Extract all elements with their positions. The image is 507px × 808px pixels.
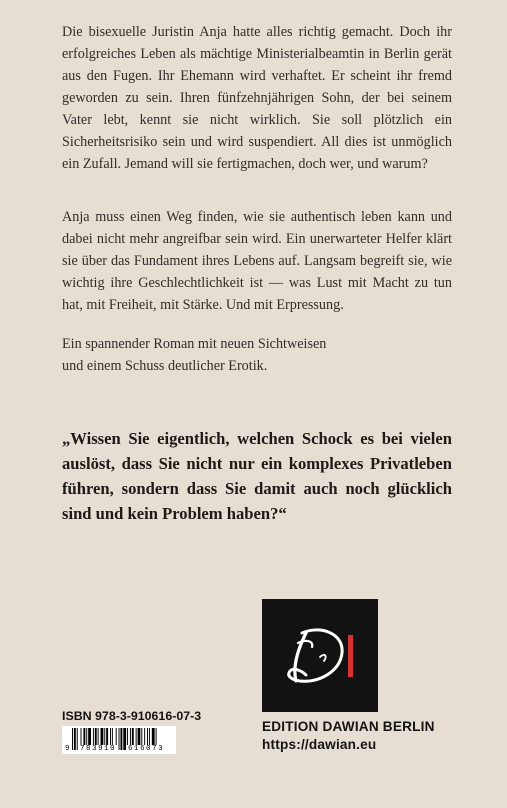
quote-text: „Wissen Sie eigentlich, welchen Schock es bei vielen auslöst, dass Sie nicht nur ein komplexes Privatleben führen, sondern dass Sie damit auch noch glücklich sind und kein Problem haben?“ <box>62 429 452 523</box>
blurb-paragraph-3-line-1: Ein spannender Roman mit neuen Sichtweisen <box>62 336 327 352</box>
blurb-paragraph-1: Die bisexuelle Juristin Anja hatte alles richtig gemacht. Doch ihr erfolgreiches Leben als mächtige Ministerialbeamtin in Berlin gerät aus den Fugen. Ihr Ehemann wird verhaftet. Er scheint ihr fremd geworden zu sein. Ihren fünfzehnjährigen Sohn, der bei seinem Vater lebt, kennt sie nicht wirklich. Sie soll plötzlich ein Sicherheitsrisiko sein und wird suspendiert. All dies ist unmöglich ein Zufall. Jemand will sie fertigmachen, doch wer, und warum? <box>62 24 452 172</box>
blurb-paragraph-3-line-2: und einem Schuss deutlicher Erotik. <box>62 358 268 374</box>
barcode-right-digits: 616073 <box>128 745 165 753</box>
publisher-name: EDITION DAWIAN BERLIN <box>262 719 435 734</box>
blurb-paragraph-2: Anja muss einen Weg finden, wie sie authentisch leben kann und dabei nicht mehr angreifbar sein wird. Ein unerwarteter Helfer klärt sie über das Fundament ihres Lebens auf. Langsam begreift sie, wie wichtig ihre Geschlechtlichkeit ist — was Lust mit Macht zu tun hat, mit Freiheit, mit Stärke. Und mit Erpressung. <box>62 209 452 313</box>
barcode-first-digit: 9 <box>65 745 70 753</box>
publisher-logo <box>262 599 378 712</box>
dawian-d-logo-icon <box>262 599 378 712</box>
isbn-label: ISBN 978-3-910616-07-3 <box>62 709 202 723</box>
barcode-digits <box>62 745 176 754</box>
publisher-url[interactable]: https://dawian.eu <box>262 737 377 752</box>
publisher-info <box>262 718 435 754</box>
isbn-barcode <box>62 726 176 754</box>
blurb-paragraph-3 <box>62 333 452 377</box>
barcode-left-digits: 783910 <box>80 745 117 753</box>
